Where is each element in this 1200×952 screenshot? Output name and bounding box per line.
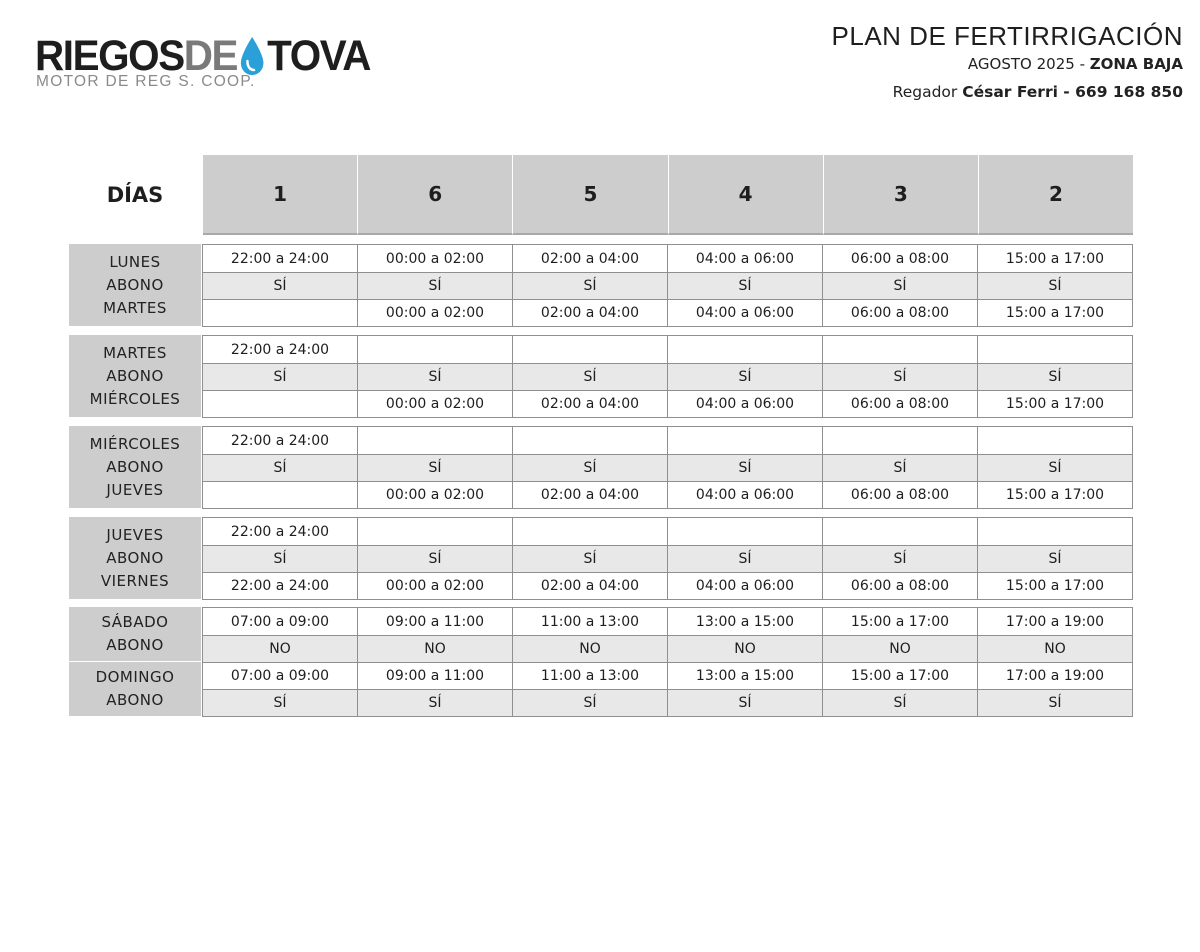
day-label: ABONO (106, 275, 164, 294)
schedule-block (69, 426, 1133, 508)
table-cell: SÍ (357, 455, 512, 481)
table-cell: 00:00 a 02:00 (357, 482, 512, 508)
table-cell: 02:00 a 04:00 (512, 573, 667, 599)
table-cell: SÍ (667, 273, 822, 299)
table-cell: 02:00 a 04:00 (512, 391, 667, 417)
table-cell: SÍ (512, 546, 667, 572)
table-cell: 04:00 a 06:00 (667, 573, 822, 599)
table-cell: 13:00 a 15:00 (667, 608, 822, 635)
table-cell: SÍ (667, 690, 822, 716)
table-row (203, 336, 1132, 363)
day-label-group (69, 426, 201, 508)
sector-header-row (203, 155, 1133, 235)
logo-text-de: DE (183, 32, 238, 80)
table-cell: SÍ (357, 364, 512, 390)
table-cell (203, 391, 357, 417)
plan-header (703, 20, 1183, 104)
day-label: JUEVES (106, 480, 164, 499)
weekend-grid (202, 607, 1133, 717)
table-cell: 04:00 a 06:00 (667, 245, 822, 272)
table-row (203, 454, 1132, 481)
table-cell: 17:00 a 19:00 (977, 608, 1132, 635)
table-cell: SÍ (273, 695, 287, 711)
table-cell: SÍ (667, 546, 822, 572)
table-row (203, 572, 1132, 599)
table-cell: 04:00 a 06:00 (667, 300, 822, 326)
logo-subtitle: MOTOR DE REG S. COOP. (36, 73, 256, 90)
days-label: DÍAS (106, 183, 164, 207)
table-cell: SÍ (822, 364, 977, 390)
table-cell: SÍ (822, 455, 977, 481)
table-cell: 22:00 a 24:00 (230, 250, 330, 267)
table-cell: SÍ (512, 364, 667, 390)
table-cell: 06:00 a 08:00 (822, 300, 977, 326)
table-cell: 11:00 a 13:00 (512, 608, 667, 635)
weekend-block (69, 607, 1133, 716)
sector-header-cell: 1 (203, 155, 358, 235)
table-row (203, 481, 1132, 508)
table-row (203, 427, 1132, 454)
plan-irrigator (703, 80, 1183, 104)
day-label: MIÉRCOLES (89, 389, 181, 408)
schedule-grid (202, 335, 1133, 418)
table-cell (357, 427, 512, 454)
day-label-group (69, 517, 201, 599)
day-label: MIÉRCOLES (89, 434, 181, 453)
day-label: SÁBADO (101, 613, 169, 631)
table-cell: SÍ (667, 455, 822, 481)
table-cell: 13:00 a 15:00 (667, 663, 822, 689)
table-cell (357, 336, 512, 363)
table-cell: SÍ (273, 369, 287, 385)
table-cell: 06:00 a 08:00 (822, 482, 977, 508)
table-row (203, 272, 1132, 299)
table-cell: 09:00 a 11:00 (357, 608, 512, 635)
table-cell: SÍ (822, 690, 977, 716)
table-cell: 22:00 a 24:00 (230, 523, 330, 540)
table-cell: 06:00 a 08:00 (822, 573, 977, 599)
table-row (203, 390, 1132, 417)
table-cell: SÍ (822, 273, 977, 299)
schedule-block (69, 244, 1133, 326)
table-cell: SÍ (977, 690, 1132, 716)
logo-wordmark (35, 34, 370, 78)
plan-month: AGOSTO 2025 (967, 55, 1075, 73)
table-cell: 02:00 a 04:00 (512, 300, 667, 326)
sector-header-cell: 5 (513, 155, 668, 235)
table-cell: 06:00 a 08:00 (822, 391, 977, 417)
logo-text-riegos: RIEGOS (35, 32, 184, 80)
table-cell (667, 518, 822, 545)
table-cell: SÍ (977, 546, 1132, 572)
table-cell: 15:00 a 17:00 (977, 245, 1132, 272)
table-cell: 02:00 a 04:00 (512, 482, 667, 508)
table-cell: SÍ (357, 690, 512, 716)
table-row (203, 545, 1132, 572)
table-cell: 22:00 a 24:00 (230, 432, 330, 449)
day-label: MARTES (103, 298, 167, 317)
table-cell (977, 336, 1132, 363)
day-label: LUNES (109, 252, 161, 271)
table-cell: 09:00 a 11:00 (357, 663, 512, 689)
table-cell: 06:00 a 08:00 (822, 245, 977, 272)
sector-header-cell: 4 (669, 155, 824, 235)
table-cell: 02:00 a 04:00 (512, 245, 667, 272)
table-cell: 04:00 a 06:00 (667, 391, 822, 417)
table-cell: 07:00 a 09:00 (230, 613, 330, 630)
table-cell: 11:00 a 13:00 (512, 663, 667, 689)
sector-header-cell: 6 (358, 155, 513, 235)
water-drop-icon (238, 34, 266, 78)
day-label: VIERNES (100, 571, 170, 590)
table-cell: NO (977, 636, 1132, 662)
table-cell (512, 518, 667, 545)
table-cell: 15:00 a 17:00 (977, 482, 1132, 508)
table-cell: SÍ (667, 364, 822, 390)
table-cell: NO (357, 636, 512, 662)
table-cell: SÍ (273, 460, 287, 476)
table-cell (822, 336, 977, 363)
day-label-group (69, 244, 201, 326)
day-label: ABONO (106, 691, 164, 709)
day-label: ABONO (106, 636, 164, 654)
table-cell: SÍ (512, 455, 667, 481)
table-row (203, 363, 1132, 390)
table-cell: 00:00 a 02:00 (357, 573, 512, 599)
table-cell: SÍ (273, 278, 287, 294)
table-cell (667, 427, 822, 454)
table-row (203, 662, 1132, 689)
day-label-group (69, 662, 201, 716)
day-label: DOMINGO (95, 668, 175, 686)
plan-title: PLAN DE FERTIRRIGACIÓN (831, 21, 1183, 51)
day-label: ABONO (106, 548, 164, 567)
table-row (203, 245, 1132, 272)
table-cell: 00:00 a 02:00 (357, 245, 512, 272)
day-label: ABONO (106, 366, 164, 385)
table-cell: SÍ (357, 273, 512, 299)
plan-separator: - (1074, 55, 1090, 73)
sector-header-cell: 2 (979, 155, 1133, 235)
schedule-block (69, 517, 1133, 599)
day-label: ABONO (106, 457, 164, 476)
table-row (203, 635, 1132, 662)
table-cell: 15:00 a 17:00 (822, 663, 977, 689)
table-cell (203, 482, 357, 508)
table-cell (977, 427, 1132, 454)
irrigator-label: Regador (892, 83, 963, 101)
table-cell (512, 336, 667, 363)
sector-header-cell: 3 (824, 155, 979, 235)
table-cell: NO (269, 641, 291, 657)
table-cell: 00:00 a 02:00 (357, 391, 512, 417)
table-cell: NO (667, 636, 822, 662)
table-cell: 22:00 a 24:00 (230, 341, 330, 358)
table-cell: 22:00 a 24:00 (230, 578, 330, 594)
table-cell: NO (822, 636, 977, 662)
table-cell: 00:00 a 02:00 (357, 300, 512, 326)
table-cell: SÍ (977, 455, 1132, 481)
company-logo (35, 30, 455, 92)
plan-zone: ZONA BAJA (1089, 55, 1183, 73)
table-cell (667, 336, 822, 363)
table-cell (512, 427, 667, 454)
schedule-grid (202, 244, 1133, 327)
table-row (203, 689, 1132, 716)
table-row (203, 299, 1132, 326)
table-cell: 15:00 a 17:00 (977, 391, 1132, 417)
day-label: MARTES (103, 343, 167, 362)
table-cell (357, 518, 512, 545)
table-cell: SÍ (512, 690, 667, 716)
table-cell: SÍ (512, 273, 667, 299)
table-cell (822, 518, 977, 545)
day-label: JUEVES (106, 525, 164, 544)
plan-period (703, 52, 1183, 76)
table-cell: 15:00 a 17:00 (822, 608, 977, 635)
table-cell: SÍ (357, 546, 512, 572)
table-cell: 17:00 a 19:00 (977, 663, 1132, 689)
table-cell (977, 518, 1132, 545)
table-cell: 15:00 a 17:00 (977, 573, 1132, 599)
table-cell (822, 427, 977, 454)
table-cell: SÍ (977, 273, 1132, 299)
table-cell: 04:00 a 06:00 (667, 482, 822, 508)
schedule-grid (202, 426, 1133, 509)
day-label-group (69, 607, 201, 661)
table-row (203, 518, 1132, 545)
table-cell (203, 300, 357, 326)
day-label-group (69, 335, 201, 417)
schedule-grid (202, 517, 1133, 600)
table-cell: 07:00 a 09:00 (230, 668, 330, 684)
logo-text-tova: TOVA (267, 32, 371, 80)
irrigator-name-phone: César Ferri - 669 168 850 (962, 83, 1183, 101)
table-cell: SÍ (977, 364, 1132, 390)
table-cell: SÍ (822, 546, 977, 572)
table-row (203, 608, 1132, 635)
table-cell: 15:00 a 17:00 (977, 300, 1132, 326)
table-cell: SÍ (273, 551, 287, 567)
schedule-block (69, 335, 1133, 417)
table-cell: NO (512, 636, 667, 662)
